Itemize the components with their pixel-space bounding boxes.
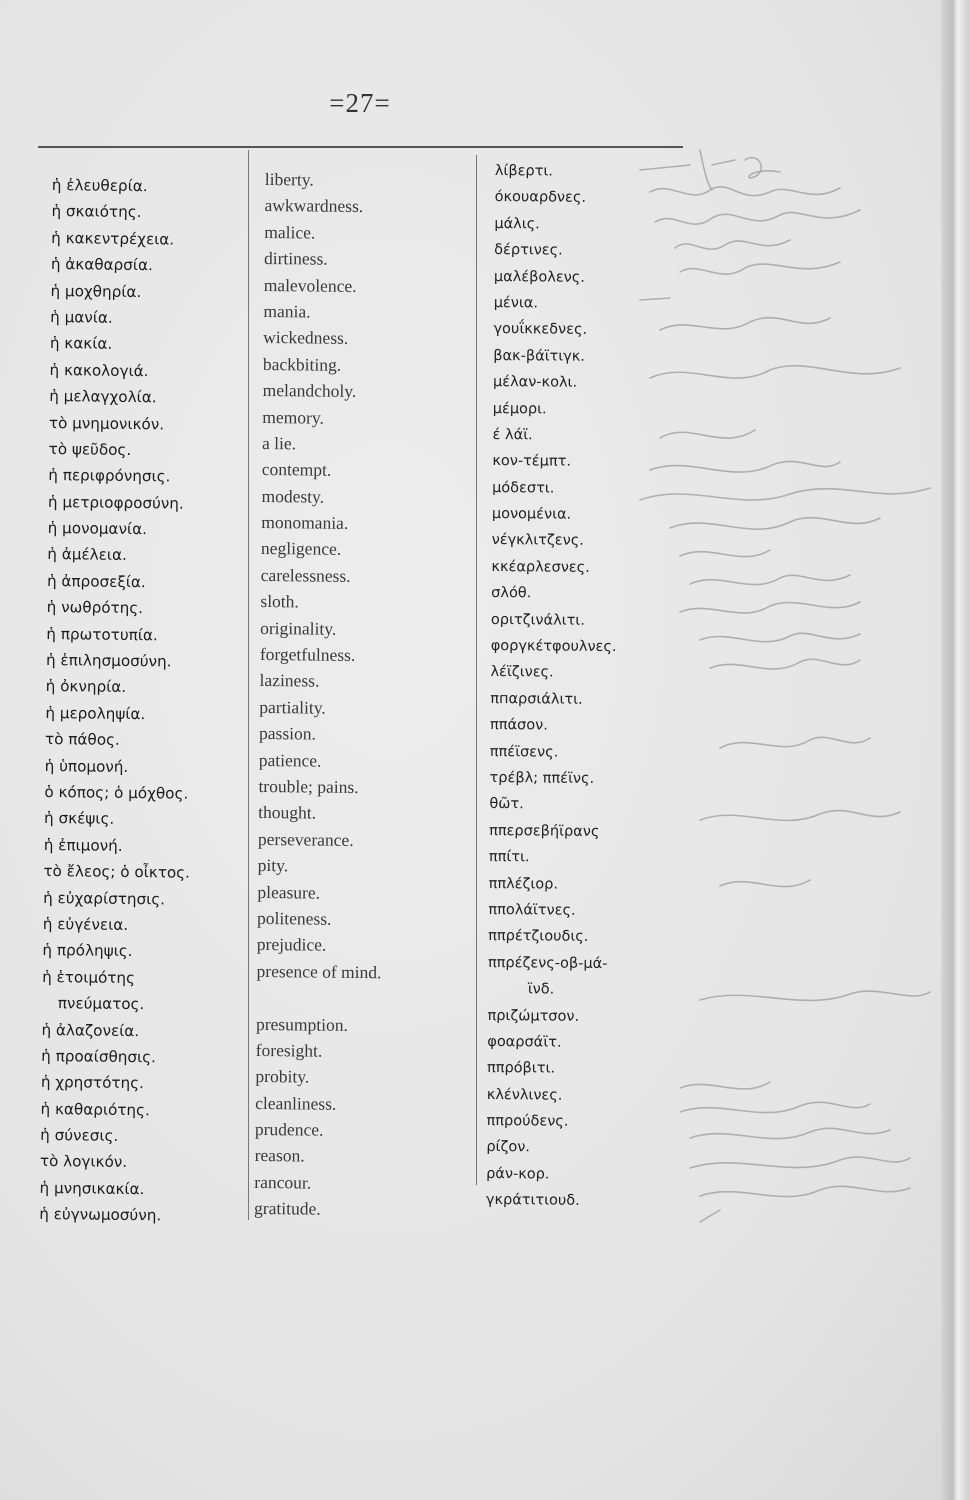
greek-entry: ἡ ὑπομονή. <box>44 756 129 776</box>
english-entry: malevolence. <box>263 274 357 296</box>
english-entry: probity. <box>255 1066 310 1087</box>
greek-entry: ἡ εὐγένεια. <box>42 914 129 934</box>
greek-entry: ἡ μανία. <box>50 307 113 327</box>
transliteration-entry: θῶτ. <box>489 796 524 813</box>
transliteration-entry: φοργκέτφουλνες. <box>490 638 617 656</box>
transliteration-entry: ρίζον. <box>486 1139 531 1156</box>
transliteration-entry: μέλαν-κολι. <box>492 374 578 391</box>
transliteration-entry: λίβερτι. <box>494 162 553 180</box>
transliteration-entry: μαλέβολενς. <box>493 268 586 286</box>
greek-entry: ὁ κόπος; ὁ μόχθος. <box>44 782 189 803</box>
greek-entry: ἡ μοχθηρία. <box>50 281 142 301</box>
greek-entry: ἡ ἐπιλησμοσύνη. <box>45 650 172 671</box>
english-entry: monomania. <box>261 512 349 533</box>
english-entry: melandcholy. <box>262 380 357 402</box>
greek-entry: τὸ μνημονικόν. <box>48 413 165 433</box>
greek-entry: τὸ ἔλεος; ὁ οἶκτος. <box>43 862 191 882</box>
header-rule <box>38 146 683 148</box>
english-entry: wickedness. <box>263 327 349 349</box>
greek-entry: ἡ ὀκνηρία. <box>45 677 127 697</box>
transliteration-entry: ϊνδ. <box>527 981 555 998</box>
greek-entry: ἡ μετριοφροσύνη. <box>47 492 184 513</box>
transliteration-entry: μάλις. <box>494 215 540 233</box>
greek-entry: ἡ κακεντρέχεια. <box>51 228 175 249</box>
greek-entry: τὸ λογικόν. <box>39 1152 128 1172</box>
transliteration-entry: μόδεστι. <box>492 479 555 497</box>
greek-entry: πνεύματος. <box>57 994 145 1014</box>
transliteration-entry: κον-τέμπτ. <box>492 453 572 470</box>
column-divider-left <box>248 150 249 1220</box>
transliteration-entry: γκράτιτιουδ. <box>485 1192 580 1210</box>
english-entry: a lie. <box>261 432 297 454</box>
english-entry: passion. <box>258 723 317 744</box>
greek-entry: ἡ κακία. <box>49 334 113 354</box>
greek-entry: ἡ ἐπιμονή. <box>43 835 123 855</box>
english-entry: carelessness. <box>260 564 351 586</box>
transliteration-entry: κλένλινες. <box>486 1086 563 1104</box>
greek-entry: ἡ μελαγχολία. <box>49 387 157 407</box>
english-entry: rancour. <box>254 1171 312 1193</box>
english-entry: prudence. <box>254 1119 324 1140</box>
greek-entry: ἡ σκέψις. <box>43 809 115 829</box>
english-entry: reason. <box>254 1145 305 1166</box>
english-entry: contempt. <box>261 459 332 481</box>
greek-entry: ἡ πρωτοτυπία. <box>46 624 158 644</box>
transliteration-entry: λέϊζινες. <box>490 664 554 681</box>
english-entry: gratitude. <box>253 1198 321 1219</box>
english-entry: memory. <box>262 406 325 428</box>
greek-entry: ἡ εὐγνωμοσύνη. <box>39 1205 162 1225</box>
english-entry: partiality. <box>259 696 326 718</box>
transliteration-entry: οριτζινάλιτι. <box>490 611 585 629</box>
english-entry <box>256 984 466 1013</box>
transliteration-entry: ππέϊσενς. <box>489 743 559 761</box>
transliteration-entry: μέμορι. <box>492 400 547 417</box>
greek-entry: τὸ ψεῦδος. <box>48 439 132 459</box>
english-entry: laziness. <box>259 670 320 692</box>
english-entry: mania. <box>263 300 311 322</box>
transliteration-entry: ππάσον. <box>489 717 548 734</box>
greek-column <box>39 172 246 1230</box>
english-entry: pity. <box>257 855 289 876</box>
english-entry: perseverance. <box>257 828 354 850</box>
transliteration-entry: βακ-βάϊτιγκ. <box>493 347 586 365</box>
transliteration-entry: σλόθ. <box>491 585 532 602</box>
transliteration-entry: μένια. <box>493 294 539 312</box>
english-entry: modesty. <box>261 485 325 507</box>
english-entry: sloth. <box>260 591 299 612</box>
transliteration-entry: ππρούδενς. <box>486 1113 569 1130</box>
english-entry: backbiting. <box>262 353 342 375</box>
english-entry: forgetfulness. <box>259 644 356 666</box>
transliteration-entry: ππλέζιορ. <box>488 875 559 893</box>
page-number: =27= <box>329 88 391 118</box>
english-entry: awkwardness. <box>264 195 364 217</box>
transliteration-entry: ππρέτζιουδις. <box>488 928 589 946</box>
english-entry: negligence. <box>260 538 342 560</box>
greek-entry: ἡ ἀμέλεια. <box>47 545 127 565</box>
transliteration-entry: κκέαρλεσνες. <box>491 558 590 576</box>
greek-entry: ἡ καθαριότης. <box>40 1099 150 1119</box>
transliteration-entry: νέγκλιτζενς. <box>491 532 584 550</box>
english-entry: liberty. <box>264 168 314 190</box>
greek-entry: ἡ περιφρόνησις. <box>48 466 171 486</box>
transliteration-column <box>486 158 695 1215</box>
greek-entry: ἡ μεροληψία. <box>45 703 146 723</box>
english-column <box>254 166 475 1224</box>
transliteration-entry: ππρόβιτι. <box>486 1060 556 1077</box>
english-entry: originality. <box>260 617 337 639</box>
english-entry: dirtiness. <box>263 248 328 269</box>
greek-entry: ἡ μνησικακία. <box>39 1178 145 1199</box>
transliteration-entry: τρέβλ; ππέϊνς. <box>489 769 595 787</box>
greek-entry: ἡ μονομανία. <box>47 519 148 539</box>
column-divider-right <box>476 155 477 1185</box>
english-entry: presumption. <box>255 1013 348 1035</box>
transliteration-entry: ράν-κορ. <box>486 1165 550 1183</box>
transliteration-entry: πριζώμτσον. <box>487 1007 580 1025</box>
greek-entry: ἡ κακολογιά. <box>49 360 149 380</box>
english-entry: cleanliness. <box>255 1092 337 1114</box>
english-entry: prejudice. <box>256 934 327 956</box>
greek-entry: ἡ ἀλαζονεία. <box>41 1020 140 1040</box>
greek-entry: ἡ ἀκαθαρσία. <box>50 255 153 275</box>
transliteration-entry: όκουαρδνες. <box>494 189 587 207</box>
english-entry: foresight. <box>255 1039 323 1061</box>
greek-entry: ἡ χρηστότης. <box>40 1073 145 1093</box>
english-entry: malice. <box>264 221 316 243</box>
greek-entry: ἡ ἑτοιμότης <box>42 967 136 987</box>
greek-entry: ἡ ἀπροσεξία. <box>46 571 146 592</box>
english-entry: politeness. <box>257 907 332 929</box>
transliteration-entry: δέρτινες. <box>494 242 563 259</box>
greek-entry: τὸ πάθος. <box>44 730 120 750</box>
greek-entry: ἡ ἐλευθερία. <box>51 175 148 196</box>
transliteration-entry: έ λάϊ. <box>492 426 533 444</box>
greek-entry: ἡ σκαιότης. <box>51 202 142 222</box>
greek-entry: ἡ νωθρότης. <box>46 598 144 618</box>
transliteration-entry: πпαρσιάλιτι. <box>490 690 583 708</box>
transliteration-entry: φοαρσάϊτ. <box>487 1033 562 1051</box>
greek-entry: ἡ προαίσθησις. <box>41 1046 157 1067</box>
greek-entry: ἡ σύνεσις. <box>40 1125 119 1145</box>
english-entry: trouble; pains. <box>258 775 359 797</box>
transliteration-entry: ππολάϊτνες. <box>488 901 576 919</box>
english-entry: pleasure. <box>257 881 321 903</box>
transliteration-entry: μονομένια. <box>491 506 572 523</box>
transliteration-entry: γουΐκκεδνες. <box>493 321 588 339</box>
transliteration-entry: ππρέζενς-οβ-μά- <box>487 954 608 972</box>
page-edge <box>941 0 969 1500</box>
transliteration-entry: ππερσεβήϊρανς <box>489 822 600 840</box>
english-entry: thought. <box>258 802 317 823</box>
transliteration-entry: ππίτι. <box>488 849 530 866</box>
english-entry: presence of mind. <box>256 960 382 982</box>
greek-entry: ἡ πρόληψις. <box>42 941 133 961</box>
greek-entry: ἡ εὐχαρίστησις. <box>43 888 166 908</box>
english-entry: patience. <box>258 749 322 771</box>
